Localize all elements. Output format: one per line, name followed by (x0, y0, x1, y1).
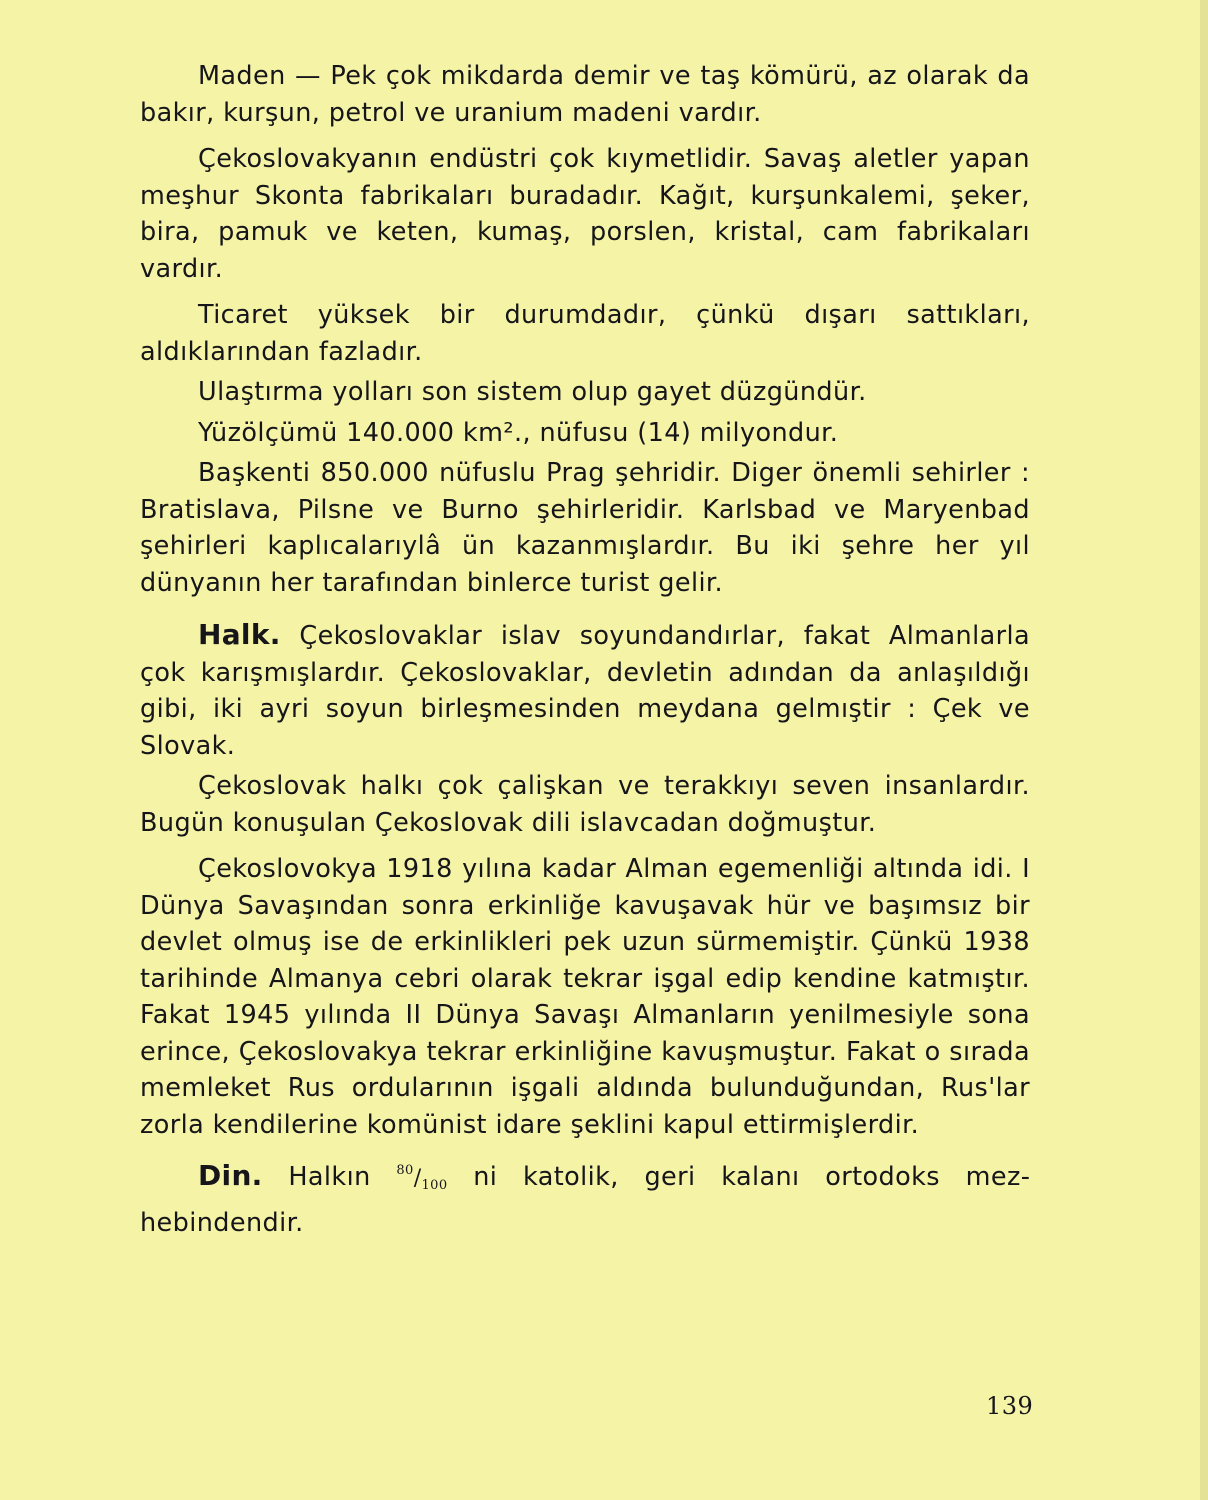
paragraph-halk (140, 617, 1030, 764)
section-heading-din: Din. (198, 1159, 263, 1192)
paragraph-tarih (140, 851, 1030, 1143)
paragraph-text: Başkenti 850.000 nüfuslu Prag şehridir. Diger önemli sehirler : Bratislava, Pilsne ve Burno şehirleridir. Karlsbad ve Maryenbad şehirleri kaplıcalarıylâ ün kazanmışlardır. Bu iki şehre her yıl dünyanın her tarafından binlerce turist gelir. (140, 458, 1030, 598)
paragraph-text: Ticaret yüksek bir durumdadır, çünkü dışarı sattıkları, aldıklarından fazladır. (140, 300, 1030, 367)
section-heading-halk: Halk. (198, 618, 281, 651)
paragraph-baskent (140, 455, 1030, 601)
paragraph-text-after: ni katolik, geri kalanı ortodoks mezhebindendir. (140, 1162, 1030, 1238)
paragraph-din (140, 1153, 1030, 1241)
paragraph-text: Ulaştırma yolları son sistem olup gayet düzgündür. (198, 377, 867, 407)
fraction-slash: / (413, 1166, 422, 1191)
paragraph-endustri (140, 141, 1030, 287)
paragraph-text-before: Halkın (262, 1162, 397, 1192)
paragraph-text: Yüzölçümü 140.000 km²., nüfusu (14) milyondur. (198, 417, 839, 448)
paragraph-text: Maden — Pek çok mikdarda demir ve taş kömürü, az olarak da bakır, kurşun, petrol ve uranium madeni vardır. (140, 61, 1030, 128)
paragraph-text: Çekoslovak halkı çok çalişkan ve terakkıyı seven insanlardır. Bugün konuşulan Çekoslovak dili islavcadan doğmuştur. (140, 771, 1030, 838)
paragraph-ticaret (140, 297, 1030, 370)
fraction (396, 1163, 448, 1193)
page-edge (1200, 0, 1208, 1500)
page-number: 139 (986, 1392, 1034, 1420)
fraction-numerator: 80 (396, 1163, 414, 1178)
paragraph-ulastirma (140, 374, 1030, 411)
fraction-denominator: 100 (421, 1178, 448, 1193)
body-text (140, 58, 1030, 1241)
paragraph-text: Çekoslovakyanın endüstri çok kıymetlidir. Savaş aletler yapan meşhur Skonta fabrikaları buradadır. Kağıt, kurşunkalemi, şeker, bira, pamuk ve keten, kumaş, porslen, kristal, cam fabrikaları vardır. (140, 144, 1030, 284)
paragraph-text: Çekoslovokya 1918 yılına kadar Alman egemenliği altında idi. I Dünya Savaşından sonra erkinliğe kavuşavak hür ve başımsız bir devlet olmuş ise de erkinlikleri pek uzun sürmemiştir. Çünkü 1938 tarihinde Almanya cebri olarak tekrar işgal edip kendine katmıştır. Fakat 1945 yılında II Dünya Savaşı Almanların yenilmesiyle sona erince, Çekoslovakya tekrar erkinliğine kavuşmuştur. Fakat o sırada memleket Rus ordularının işgali aldında bulunduğundan, Rus'lar zorla kendilerine komünist idare şeklini kapul ettirmişlerdir. (140, 854, 1030, 1140)
paragraph-yuzolcumu (140, 415, 1030, 452)
paragraph-text: Çekoslovaklar islav soyundandırlar, fakat Almanlarla çok karışmışlardır. Çekoslovaklar, devletin adından da anlaşıldığı gibi, iki ayri soyun birleşmesinden meydana gelmıştir : Çek ve Slovak. (140, 621, 1030, 761)
paragraph-maden (140, 58, 1030, 131)
paragraph-halk-2 (140, 768, 1030, 841)
